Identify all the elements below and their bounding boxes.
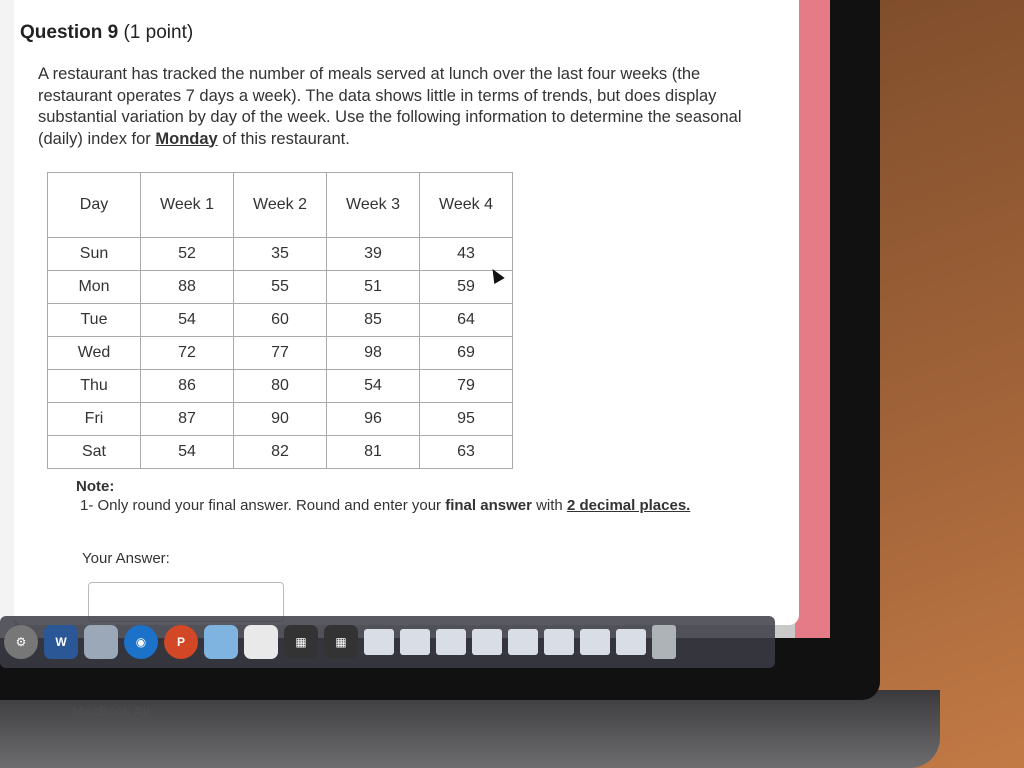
question-points: (1 point) <box>123 22 194 43</box>
table-cell: 52 <box>141 238 234 271</box>
question-text: A restaurant has tracked the number of meals served at lunch over the last four weeks (the restaurant operates 7 days a week). The data shows little in terms of trends, but does display substantial variation by day of the week. Use the following information to determine the seasonal (daily) index for <box>38 65 742 148</box>
table-cell: 54 <box>141 304 234 337</box>
table-row <box>48 238 513 271</box>
row-day: Mon <box>48 271 141 304</box>
table-cell: 35 <box>234 238 327 271</box>
table-header-row <box>48 173 513 238</box>
table-cell: 86 <box>141 370 234 403</box>
grid-app-icon[interactable]: ▦ <box>324 625 358 659</box>
row-day: Sun <box>48 238 141 271</box>
table-cell: 88 <box>141 271 234 304</box>
table-cell: 54 <box>141 436 234 469</box>
table-row <box>48 271 513 304</box>
question-emphasis: Monday <box>155 129 218 148</box>
table-cell: 87 <box>141 403 234 436</box>
note-text-start: 1- Only round your final answer. Round and enter your <box>80 497 446 514</box>
note-text-underline: 2 decimal places. <box>566 497 691 514</box>
table-cell: 55 <box>234 271 327 304</box>
file-thumbnail-icon[interactable] <box>616 629 646 655</box>
word-icon[interactable]: W <box>44 625 78 659</box>
powerpoint-icon[interactable]: P <box>164 625 198 659</box>
table-cell: 79 <box>420 370 513 403</box>
note-text-mid: with <box>531 497 567 514</box>
row-day: Thu <box>48 370 141 403</box>
question-number: Question 9 <box>20 22 119 43</box>
left-strip <box>0 0 15 638</box>
table-cell: 54 <box>327 370 420 403</box>
file-thumbnail-icon[interactable] <box>544 629 574 655</box>
row-day: Sat <box>48 436 141 469</box>
trash-icon[interactable] <box>652 625 676 659</box>
note-text <box>80 497 690 514</box>
table-cell: 39 <box>327 238 420 271</box>
table-cell: 69 <box>420 337 513 370</box>
question-page <box>14 0 799 625</box>
header-week-3: Week 3 <box>327 173 420 238</box>
meals-table <box>47 172 513 469</box>
table-row <box>48 304 513 337</box>
table-cell: 80 <box>234 370 327 403</box>
note-heading: Note: <box>76 478 115 495</box>
document-icon[interactable] <box>244 625 278 659</box>
table-cell: 95 <box>420 403 513 436</box>
table-cell: 72 <box>141 337 234 370</box>
table-cell: 90 <box>234 403 327 436</box>
note-text-bold: final answer <box>445 497 532 514</box>
table-cell: 85 <box>327 304 420 337</box>
laptop-base <box>0 690 940 768</box>
question-text-end: of this restaurant. <box>217 129 350 148</box>
table-cell: 81 <box>327 436 420 469</box>
table-cell: 59 <box>420 271 513 304</box>
table-cell: 51 <box>327 271 420 304</box>
header-week-4: Week 4 <box>420 173 513 238</box>
table-cell: 77 <box>234 337 327 370</box>
file-thumbnail-icon[interactable] <box>436 629 466 655</box>
table-row <box>48 403 513 436</box>
preview-icon[interactable] <box>84 625 118 659</box>
table-row <box>48 436 513 469</box>
file-thumbnail-icon[interactable] <box>364 629 394 655</box>
laptop-label: MacBook Air <box>72 703 151 719</box>
quicktime-icon[interactable]: ◉ <box>124 625 158 659</box>
table-cell: 60 <box>234 304 327 337</box>
side-panel <box>795 0 830 638</box>
file-thumbnail-icon[interactable] <box>472 629 502 655</box>
dock <box>0 616 775 668</box>
answer-label: Your Answer: <box>82 550 170 567</box>
calculator-icon[interactable]: ▦ <box>284 625 318 659</box>
table-row <box>48 337 513 370</box>
header-day: Day <box>48 173 141 238</box>
question-title <box>20 22 193 44</box>
table-cell: 98 <box>327 337 420 370</box>
row-day: Wed <box>48 337 141 370</box>
row-day: Tue <box>48 304 141 337</box>
table-cell: 63 <box>420 436 513 469</box>
system-preferences-icon[interactable]: ⚙ <box>4 625 38 659</box>
file-thumbnail-icon[interactable] <box>400 629 430 655</box>
header-week-2: Week 2 <box>234 173 327 238</box>
table-row <box>48 370 513 403</box>
table-cell: 82 <box>234 436 327 469</box>
header-week-1: Week 1 <box>141 173 234 238</box>
question-body <box>38 64 758 150</box>
file-thumbnail-icon[interactable] <box>508 629 538 655</box>
row-day: Fri <box>48 403 141 436</box>
file-thumbnail-icon[interactable] <box>580 629 610 655</box>
photos-icon[interactable] <box>204 625 238 659</box>
table-cell: 43 <box>420 238 513 271</box>
table-cell: 64 <box>420 304 513 337</box>
table-cell: 96 <box>327 403 420 436</box>
